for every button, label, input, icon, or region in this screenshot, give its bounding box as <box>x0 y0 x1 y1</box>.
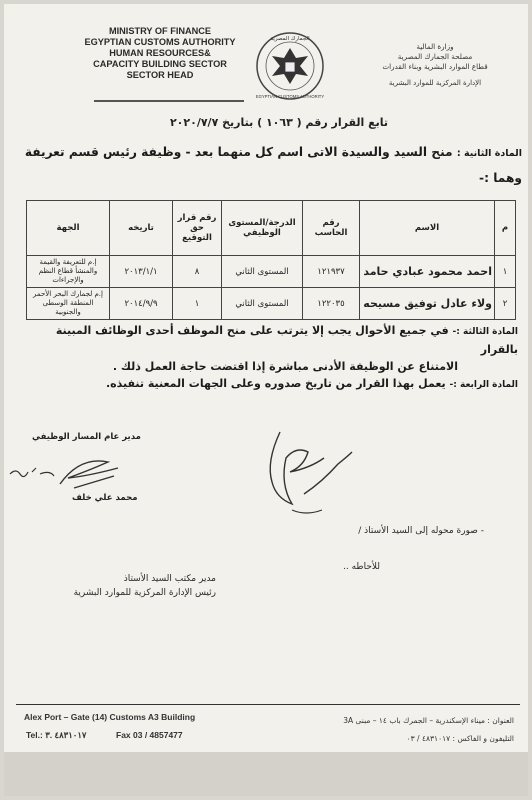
header-ar-line: مصلحة الجمارك المصرية <box>397 52 473 61</box>
footer-ar-phone: التليفون و الفاكس : ٤٨٣١٠١٧ / ٠٣ <box>406 734 514 743</box>
footer-en-address: Alex Port – Gate (14) Customs A3 Building <box>24 712 196 722</box>
header-arabic <box>350 42 520 88</box>
cell-computer-no: ١٢١٩٣٧ <box>303 256 360 288</box>
logo-arabic-text: الجمارك المصرية <box>270 36 310 42</box>
employees-table <box>26 200 516 320</box>
manager-line: رئيس الإدارة المركزية للموارد البشرية <box>73 588 216 598</box>
cell-entity: إ.م لجمارك البحر الأحمر المنطقة الوسطى والجنوبية <box>27 288 110 320</box>
article-two-text2: وهما :- <box>479 171 522 185</box>
cell-date: ٢٠١٤/٩/٩ <box>110 288 173 320</box>
col-header: رقم الحاسب <box>303 201 360 256</box>
article-three-text: في جميع الأحوال يجب إلا يترتب على منح الموظف أحدى الوظائف المبينة بالقرار <box>55 324 518 356</box>
copy-note: - صورة محوله إلى السيد الأستاذ / <box>358 526 484 536</box>
articles-three-four <box>18 322 518 394</box>
cell-level: المستوى الثاني <box>222 256 303 288</box>
signatory-title: مدير عام المسار الوظيفي <box>32 432 141 442</box>
header-rule <box>94 100 244 102</box>
cell-decision-no: ١ <box>173 288 222 320</box>
article-two-text: منح السيد والسيدة الاتى اسم كل منهما بعد - وظيفة رئيس قسم تعريفة <box>24 145 453 159</box>
cell-level: المستوى الثاني <box>222 288 303 320</box>
col-header: الدرجة/المستوى الوظيفي <box>222 201 303 256</box>
header-en-line: EGYPTIAN CUSTOMS AUTHORITY <box>84 37 236 47</box>
col-header: م <box>495 201 516 256</box>
cell-date: ٢٠١٣/١/١ <box>110 256 173 288</box>
footer-en-phone: Tel.: ٤٨٣١٠١٧ .٣ <box>26 730 87 740</box>
article-three-label: المادة الثالثة :- <box>452 327 518 337</box>
header-en-line: MINISTRY OF FINANCE <box>108 26 212 36</box>
article-four-label: المادة الرابعة :- <box>449 380 518 390</box>
background-surface <box>4 752 528 796</box>
manager-block <box>56 572 216 600</box>
header-en-line: HUMAN RESOURCES& <box>109 48 211 58</box>
header-en-line: CAPACITY BUILDING SECTOR <box>93 59 227 69</box>
header-en-line: SECTOR HEAD <box>126 70 194 80</box>
footer-ar-address: العنوان : ميناء الإسكندرية – الجمرك باب ١٤ – مبنى 3A <box>343 716 514 725</box>
cell-index: ١ <box>495 256 516 288</box>
for-info-note: للأحاطه .. <box>343 562 380 572</box>
cell-name: ولاء عادل توفيق مسيحه <box>360 288 495 320</box>
footer-en-fax: Fax 03 / 4857477 <box>116 730 183 740</box>
col-header: الاسم <box>360 201 495 256</box>
article-four-text: يعمل بهذا القرار من تاريخ صدوره وعلى الجهات المعنية تنفيذه. <box>105 377 446 390</box>
cell-entity: إ.م للتعريفة والقيمة والمنشأ قطاع النظم والإجراءات <box>27 256 110 288</box>
header-ar-subunit: الإدارة المركزية للموارد البشرية <box>388 79 482 87</box>
article-three <box>18 322 518 358</box>
cell-index: ٢ <box>495 288 516 320</box>
col-header: تاريخه <box>110 201 173 256</box>
table-row <box>27 256 516 288</box>
signatory-name: محمد علي خلف <box>72 493 138 503</box>
article-four <box>18 375 518 394</box>
cell-computer-no: ١٢٢٠٣٥ <box>303 288 360 320</box>
article-two <box>10 140 522 190</box>
logo-english-text: EGYPTIAN CUSTOMS AUTHORITY <box>255 94 325 99</box>
cell-name: احمد محمود عبادي حامد <box>360 256 495 288</box>
footer-rule <box>16 704 520 705</box>
document-page <box>4 4 528 796</box>
col-header: الجهة <box>27 201 110 256</box>
header-ar-line: قطاع الموارد البشرية وبناء القدرات <box>382 62 488 71</box>
customs-eagle-logo <box>250 28 330 102</box>
handwritten-signature-center <box>244 424 364 524</box>
article-two-label: المادة الثانية : <box>456 148 522 159</box>
manager-line: مدير مكتب السيد الأستاذ <box>123 574 216 584</box>
header-ar-line: وزارة المالية <box>416 42 454 51</box>
cell-decision-no: ٨ <box>173 256 222 288</box>
article-three-text2: الامتناع عن الوظيفة الأدنى مباشرة إذا اقتضت حاجة العمل ذلك . <box>112 360 458 373</box>
table-header-row <box>27 201 516 256</box>
table-row <box>27 288 516 320</box>
header-english <box>70 26 250 81</box>
decision-reference: تابع القرار رقم ( ١٠٦٣ ) بتاريخ ٢٠٢٠/٧/٧ <box>169 116 389 129</box>
col-header: رقم قرار حق التوقيع <box>173 201 222 256</box>
